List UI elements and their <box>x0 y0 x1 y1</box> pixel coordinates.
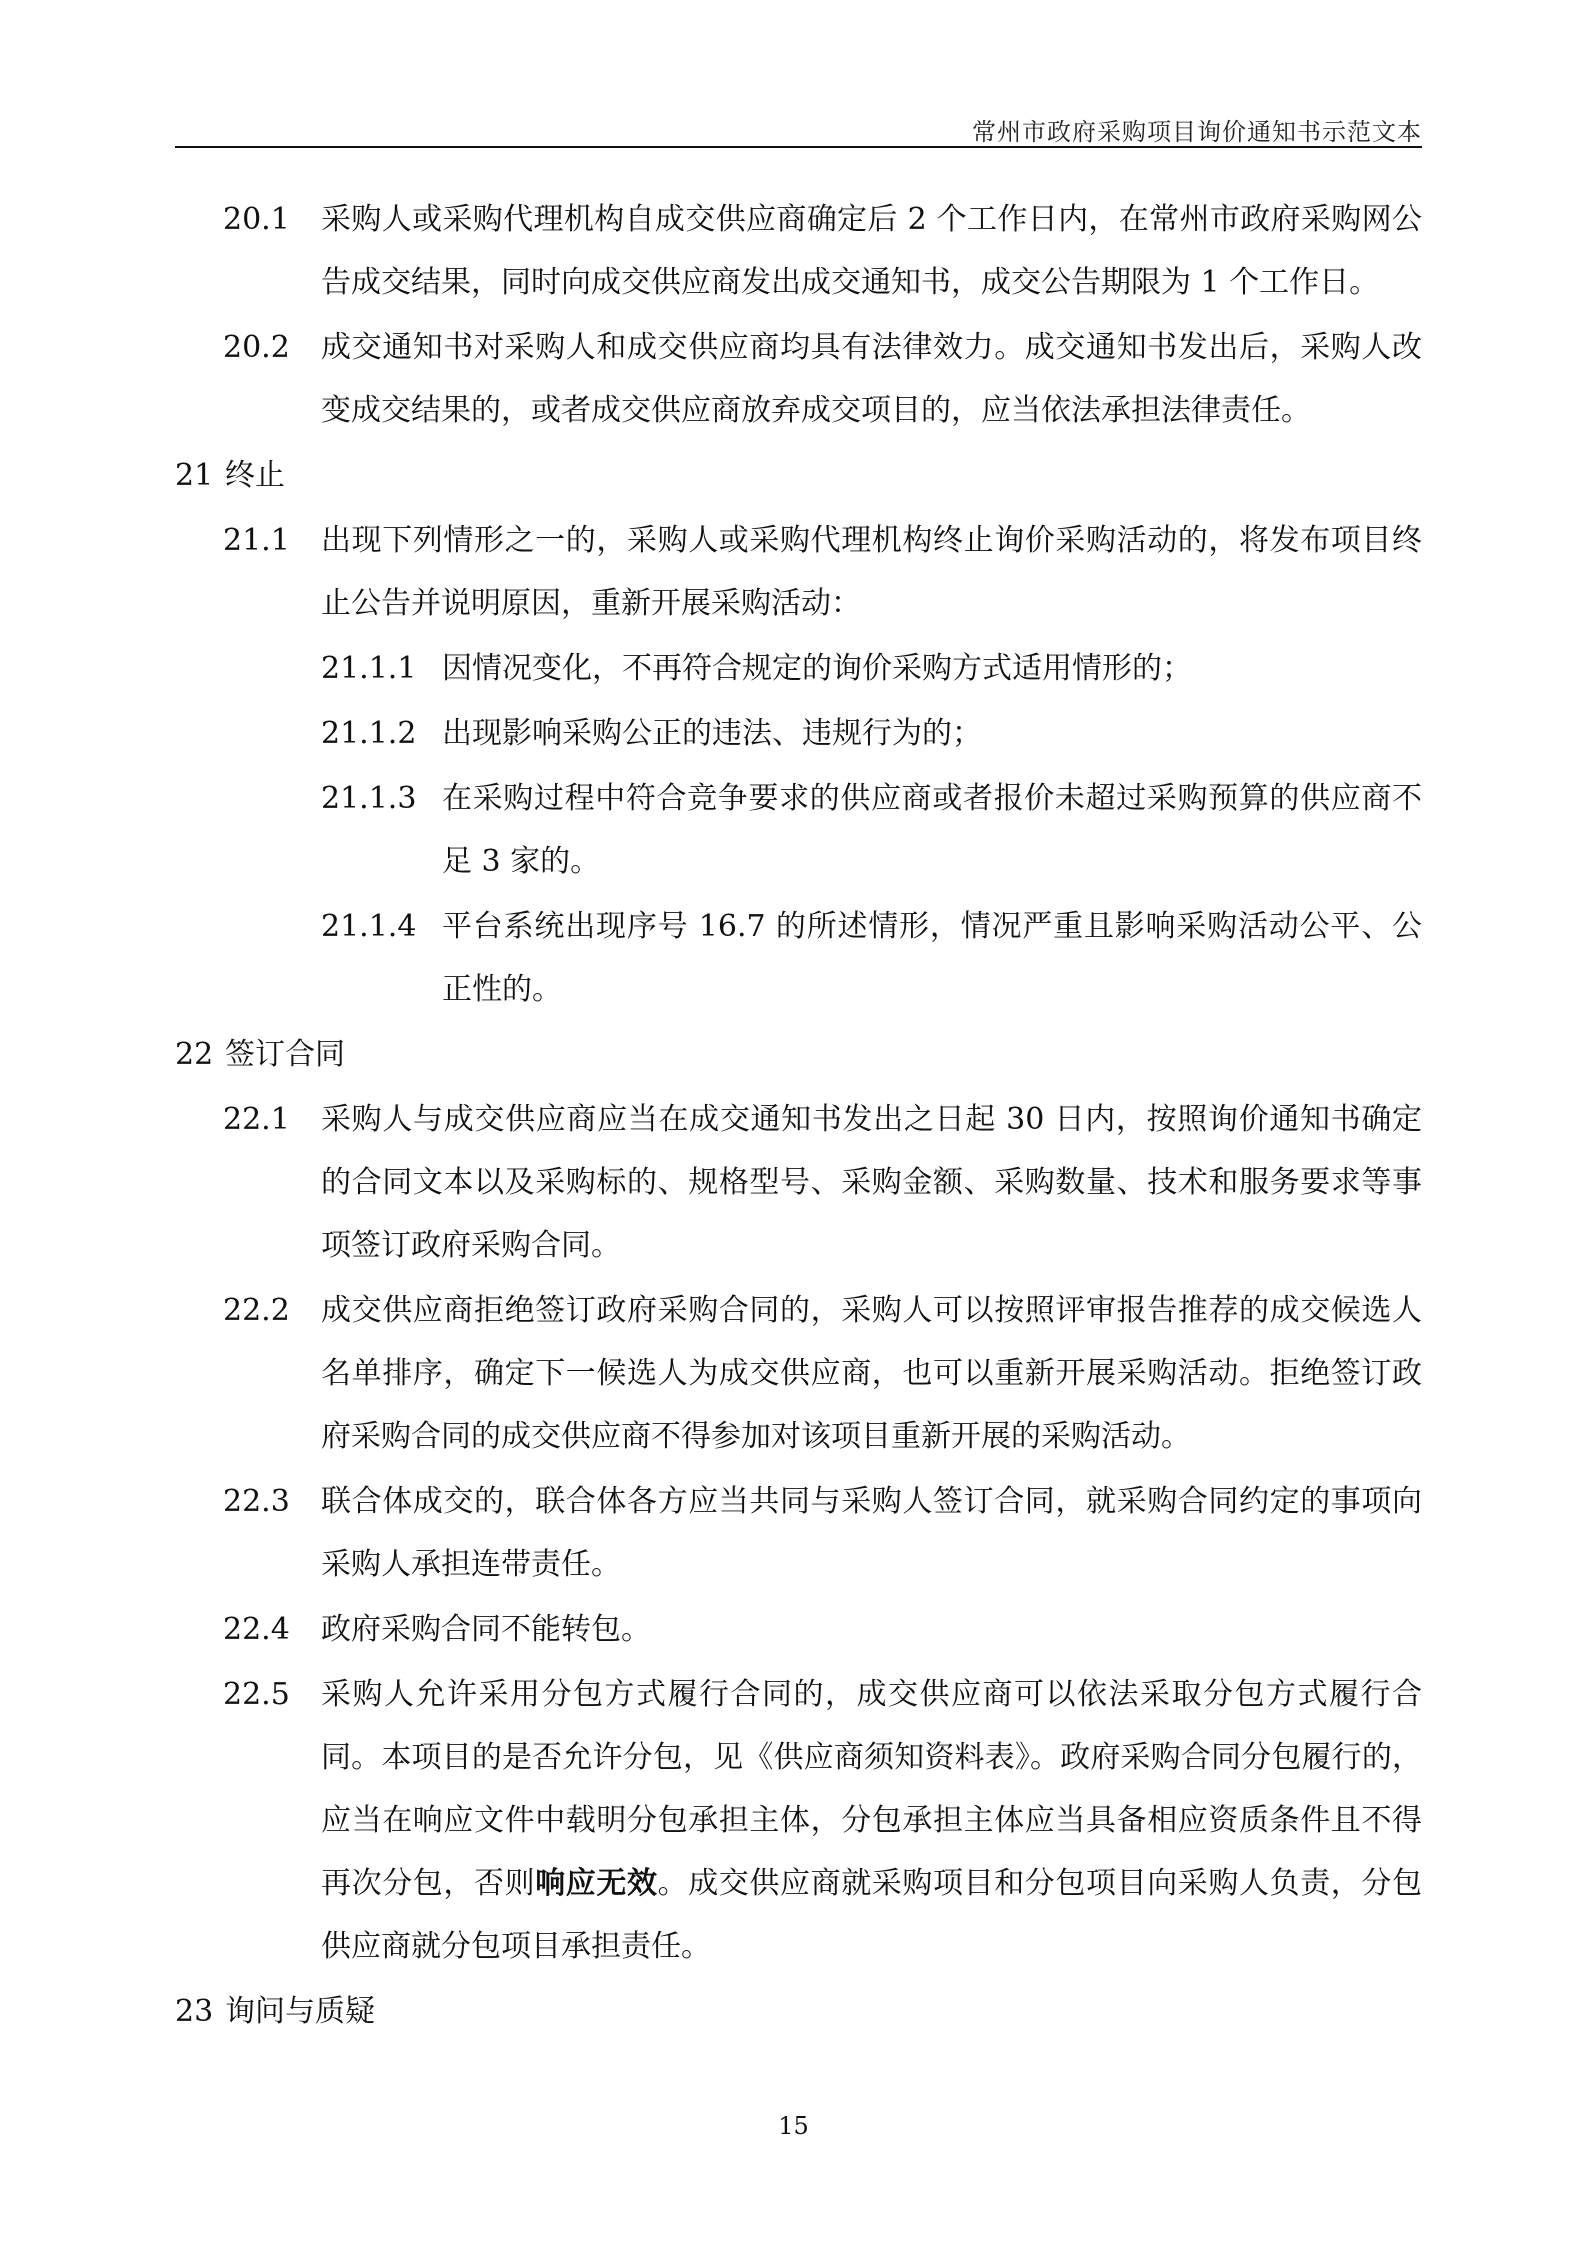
clause-number: 22.1 <box>223 1102 290 1137</box>
clause-21-1 <box>175 509 1422 635</box>
clause-text-part: 采购人允许采用分包方式履行合同的，成交供应商可以依法采取分包方式履行合同。本项目的是否允许分包，见《供应商须知资料表》。政府采购合同分包履行的，应当在响应文件中载明分包承担主体，分包承担主体应当具备相应资质条件且不得再次分包，否则 <box>321 1677 1422 1901</box>
subclause-number: 21.1.4 <box>321 909 417 944</box>
page-number: 15 <box>778 2112 809 2140</box>
document-body <box>175 188 1422 2045</box>
subclause-21-1-1 <box>175 637 1422 700</box>
section-number: 21 <box>175 458 214 493</box>
subclause-text: 在采购过程中符合竞争要求的供应商或者报价未超过采购预算的供应商不足 3 家的。 <box>442 781 1422 879</box>
subclause-number: 21.1.2 <box>321 716 417 751</box>
clause-22-5 <box>175 1663 1422 1978</box>
subclause-21-1-3 <box>175 767 1422 893</box>
header-title: 常州市政府采购项目询价通知书示范文本 <box>972 118 1422 146</box>
clause-20-1 <box>175 188 1422 314</box>
clause-text: 成交供应商拒绝签订政府采购合同的，采购人可以按照评审报告推荐的成交候选人名单排序，确定下一候选人为成交供应商，也可以重新开展采购活动。拒绝签订政府采购合同的成交供应商不得参加对该项目重新开展的采购活动。 <box>321 1293 1422 1454</box>
clause-number: 22.3 <box>223 1484 290 1519</box>
clause-number: 22.4 <box>223 1612 290 1647</box>
clause-number: 20.2 <box>223 330 290 365</box>
subclause-21-1-4 <box>175 895 1422 1021</box>
clause-number: 20.1 <box>223 202 290 237</box>
clause-22-4 <box>175 1598 1422 1661</box>
section-title: 终止 <box>225 458 285 493</box>
clause-text: 出现下列情形之一的，采购人或采购代理机构终止询价采购活动的，将发布项目终止公告并说明原因，重新开展采购活动： <box>321 523 1422 621</box>
clause-number: 22.2 <box>223 1293 290 1328</box>
section-title: 签订合同 <box>225 1037 345 1072</box>
clause-text-part: 。成交供应商就采购项目和分包项目向采购人负责，分包供应商就分包项目承担责任。 <box>321 1866 1423 1964</box>
subclause-text: 出现影响采购公正的违法、违规行为的； <box>442 716 982 751</box>
subclause-number: 21.1.3 <box>321 781 417 816</box>
clause-22-1 <box>175 1088 1422 1277</box>
clause-text: 采购人或采购代理机构自成交供应商确定后 2 个工作日内，在常州市政府采购网公告成交结果，同时向成交供应商发出成交通知书，成交公告期限为 1 个工作日。 <box>321 202 1422 300</box>
section-number: 23 <box>175 1994 214 2029</box>
subclause-21-1-2 <box>175 702 1422 765</box>
clause-text: 成交通知书对采购人和成交供应商均具有法律效力。成交通知书发出后，采购人改变成交结果的，或者成交供应商放弃成交项目的，应当依法承担法律责任。 <box>321 330 1422 428</box>
section-23-heading <box>175 1980 1422 2043</box>
section-21-heading <box>175 444 1422 507</box>
clause-text: 政府采购合同不能转包。 <box>321 1612 651 1647</box>
subclause-number: 21.1.1 <box>321 651 417 686</box>
clause-number: 21.1 <box>223 523 290 558</box>
section-number: 22 <box>175 1037 214 1072</box>
section-title: 询问与质疑 <box>225 1994 375 2029</box>
clause-number: 22.5 <box>223 1677 290 1712</box>
clause-20-2 <box>175 316 1422 442</box>
subclause-text: 因情况变化，不再符合规定的询价采购方式适用情形的； <box>442 651 1192 686</box>
clause-22-2 <box>175 1279 1422 1468</box>
clause-text: 联合体成交的，联合体各方应当共同与采购人签订合同，就采购合同约定的事项向采购人承担连带责任。 <box>321 1484 1422 1582</box>
clause-22-3 <box>175 1470 1422 1596</box>
clause-text <box>321 1663 1422 1978</box>
subclause-text: 平台系统出现序号 16.7 的所述情形，情况严重且影响采购活动公平、公正性的。 <box>442 909 1422 1007</box>
clause-text: 采购人与成交供应商应当在成交通知书发出之日起 30 日内，按照询价通知书确定的合同文本以及采购标的、规格型号、采购金额、采购数量、技术和服务要求等事项签订政府采购合同。 <box>321 1102 1422 1263</box>
header-rule <box>175 146 1422 148</box>
section-22-heading <box>175 1023 1422 1086</box>
bold-emphasis: 响应无效 <box>535 1866 658 1901</box>
